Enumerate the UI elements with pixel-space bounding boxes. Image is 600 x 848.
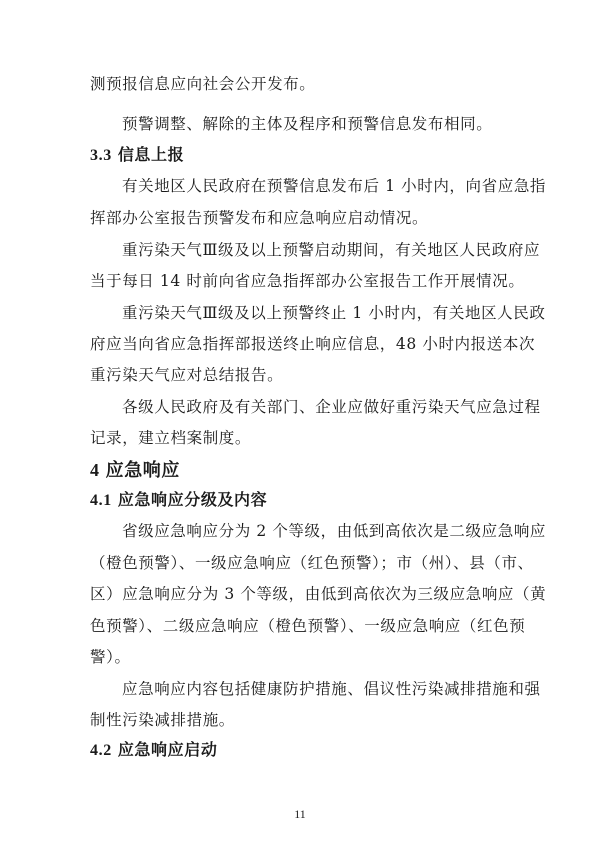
paragraph-line: 区）应急响应分为 3 个等级，由低到高依次为三级应急响应（黄	[90, 585, 547, 603]
paragraph-line: 应急响应内容包括健康防护措施、倡议性污染减排措施和强	[122, 680, 541, 698]
paragraph-line: 测预报信息应向社会公开发布。	[90, 75, 316, 93]
paragraph-line: 各级人民政府及有关部门、企业应做好重污染天气应急过程	[122, 398, 541, 416]
heading-text: 应急响应	[105, 460, 181, 481]
paragraph-line: 重污染天气Ⅲ级及以上预警启动期间，有关地区人民政府应	[122, 241, 541, 259]
heading-number: 4	[90, 460, 100, 480]
paragraph-line: 挥部办公室报告预警发布和应急响应启动情况。	[90, 209, 429, 227]
paragraph-line: 有关地区人民政府在预警信息发布后 1 小时内，向省应急指	[122, 177, 547, 195]
paragraph-line: （橙色预警）、一级应急响应（红色预警）；市（州）、县（市、	[90, 554, 534, 572]
heading-number: 3.3	[90, 147, 112, 164]
heading-text: 应急响应启动	[117, 740, 218, 759]
paragraph-line: 重污染天气应对总结报告。	[90, 366, 284, 384]
paragraph-line: 预警调整、解除的主体及程序和预警信息发布相同。	[122, 115, 493, 133]
heading-text: 信息上报	[117, 145, 185, 164]
paragraph-line: 制性污染减排措施。	[90, 711, 235, 729]
heading-text: 应急响应分级及内容	[117, 490, 268, 509]
paragraph-line: 色预警）、二级应急响应（橙色预警）、一级应急响应（红色预	[90, 617, 526, 635]
paragraph-line: 重污染天气Ⅲ级及以上预警终止 1 小时内，有关地区人民政	[122, 304, 546, 322]
paragraph-line: 记录，建立档案制度。	[90, 429, 252, 447]
section-heading-3-3	[90, 145, 520, 166]
heading-number: 4.2	[90, 742, 112, 759]
section-heading-4-2	[90, 740, 520, 761]
paragraph-line: 警）。	[90, 648, 131, 666]
paragraph-line: 省级应急响应分为 2 个等级，由低到高依次是二级应急响应	[122, 522, 547, 540]
section-heading-4-1	[90, 490, 520, 511]
paragraph-line: 府应当向省应急指挥部报送终止响应信息，48 小时内报送本次	[90, 335, 536, 353]
heading-number: 4.1	[90, 492, 112, 509]
section-heading-4	[90, 459, 520, 482]
page-number: 11	[294, 807, 306, 821]
paragraph-line: 当于每日 14 时前向省应急指挥部办公室报告工作开展情况。	[90, 272, 525, 290]
